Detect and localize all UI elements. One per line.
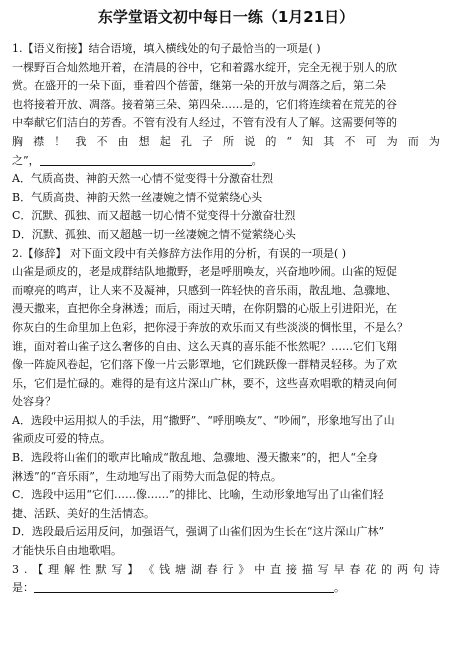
option-d: D．沉默、孤独、而又超越一切一丝凄婉之情不觉萦绕心头 [12,227,296,241]
char: 可 [365,134,377,148]
char: 所 [223,134,235,148]
question-2-stem: 2.【修辞】 对下面文段中有关修辞方法作用的分析，有误的一项是( ) [12,246,347,260]
answer-blank[interactable] [40,153,252,166]
char: 直 [270,562,282,576]
char: 子 [201,134,213,148]
char: 塘 [174,562,186,576]
char: 中 [254,562,266,576]
char: 句 [412,562,424,576]
option-c-cont: 捷、活跃、美好的生活情态。 [12,506,155,520]
char: 胸 [12,134,23,148]
char: “ [286,134,293,148]
char: . [23,562,28,576]
char: 其 [323,134,335,148]
char: 钱 [159,562,171,576]
char: 我 [75,134,87,148]
char: 湖 [190,562,202,576]
char: 3 [12,562,19,576]
char: 知 [302,134,314,148]
char: 起 [159,134,171,148]
char: 》 [238,562,250,576]
char: 春 [206,562,218,576]
char: 早 [333,562,345,576]
passage-line: 而嘹亮的鸣声，让人来不及凝神，只感到一阵轻快的音乐雨，散乱地、急骤地、 [12,283,397,297]
passage-line: 一棵野百合灿然地开着，在清晨的谷中，它和着露水绽开，完全无视于别人的欣 [12,60,397,74]
worksheet-page [12,6,440,598]
char: 襟 [33,134,45,148]
char: 接 [285,562,297,576]
option-c: C．沉默、孤独、而又超越一切心情不觉变得十分激奋壮烈 [12,209,296,223]
passage-line: 漫天撒来，直把你全身淋透；而后，雨过天晴，在你阴翳的心版上引进阳光，在 [12,302,397,316]
char: 默 [95,562,107,576]
option-a-cont: 雀顽皮可爱的特点。 [12,432,111,446]
char: 解 [63,562,75,576]
char: ！ [54,134,66,148]
char: 想 [138,134,150,148]
char: 】 [127,562,139,576]
passage-line: 处容身？ [12,395,56,409]
answer-line [12,152,440,171]
option-b: B．选段将山雀们的歌声比喻成“散乱地、急骤地、漫天撒来”的，把人“全身 [12,451,378,465]
option-d: D．选段最后运用反问，加强语气，强调了山雀们因为生长在“这片深山广林” [12,525,385,539]
char: 诗 [428,562,440,576]
option-b-cont: 淋透”的“音乐雨”，生动地写出了雨势大而急促的特点。 [12,469,282,483]
answer-blank[interactable] [34,580,334,593]
char: 两 [396,562,408,576]
char: 而 [407,134,419,148]
char: 行 [222,562,234,576]
passage-line: 像一阵旋风卷起，它们落下像一片云影罩地，它们跳跃像一群精灵轻移。为了欢 [12,358,397,372]
char: 描 [301,562,313,576]
justified-line [12,133,440,152]
char: 春 [349,562,361,576]
option-a: A．气质高贵、神韵天然一心情不觉变得十分激奋壮烈 [12,172,273,186]
char: 性 [79,562,91,576]
char: 《 [143,562,155,576]
option-b: B．气质高贵、神韵天然一丝凄婉之情不觉萦绕心头 [12,190,263,204]
answer-prefix: 是： [12,581,34,595]
question-1-stem: 1.【语义衔接】结合语境，填入横线处的句子最恰当的一项是( ) [12,42,321,55]
char: 孔 [180,134,192,148]
passage-line: 赏。在盛开的一朵下面，垂着四个蓓蕾，继第一朵的开放与凋落之后，第二朵 [12,79,386,93]
char: 为 [428,134,440,148]
passage-line: 乐，它们是忙碌的。难得的是有这片深山广林，要不，这些喜欢唱歌的精灵向何 [12,376,397,390]
char: 理 [48,562,60,576]
passage-line: 谁，面对着山雀子这么奢侈的自由、这么天真的喜乐能不怅然呢？……它们飞翔 [12,339,397,353]
char: 不 [344,134,356,148]
char: 的 [265,134,277,148]
char: 为 [386,134,398,148]
char: 由 [117,134,129,148]
question-2 [12,245,440,561]
char: 花 [365,562,377,576]
char: 说 [244,134,256,148]
passage-line: 你灰白的生命里加上色彩，把你浸于奔放的欢乐而又有些淡淡的惆怅里，不是么？ [12,320,408,334]
option-c: C．选段中运用“它们……像……”的排比、比喻，生动形象地写出了山雀们轻 [12,488,384,502]
justified-line [12,561,440,580]
char: 不 [96,134,108,148]
passage-line: 山雀是顽皮的，老是成群结队地撒野，老是呼朋唤友，兴奋地吵闹。山雀的短促 [12,265,397,279]
page-title: 东学堂语文初中每日一练（1月21日） [97,8,355,26]
char: 写 [111,562,123,576]
option-d-cont: 才能快乐自由地歌唱。 [12,544,122,558]
answer-suffix: 。 [334,581,345,595]
passage-line: 也将接着开放、凋落。接着第三朵、第四朵……是的，它们将连续着在荒芜的谷 [12,97,397,111]
passage-line: 中奉献它们洁白的芳香。不管有没有人经过，不管有没有人了解。这需要何等的 [12,116,397,130]
answer-suffix: 。 [251,153,263,167]
answer-prefix: 之”， [12,153,40,167]
char: 写 [317,562,329,576]
char: 的 [381,562,393,576]
char: 【 [32,562,44,576]
question-1 [12,40,440,245]
answer-line [12,579,440,598]
option-a: A．选段中运用拟人的手法，用“撒野”、“呼朋唤友”、“吵闹”，形象地写出了山 [12,413,395,427]
question-3 [12,561,440,598]
